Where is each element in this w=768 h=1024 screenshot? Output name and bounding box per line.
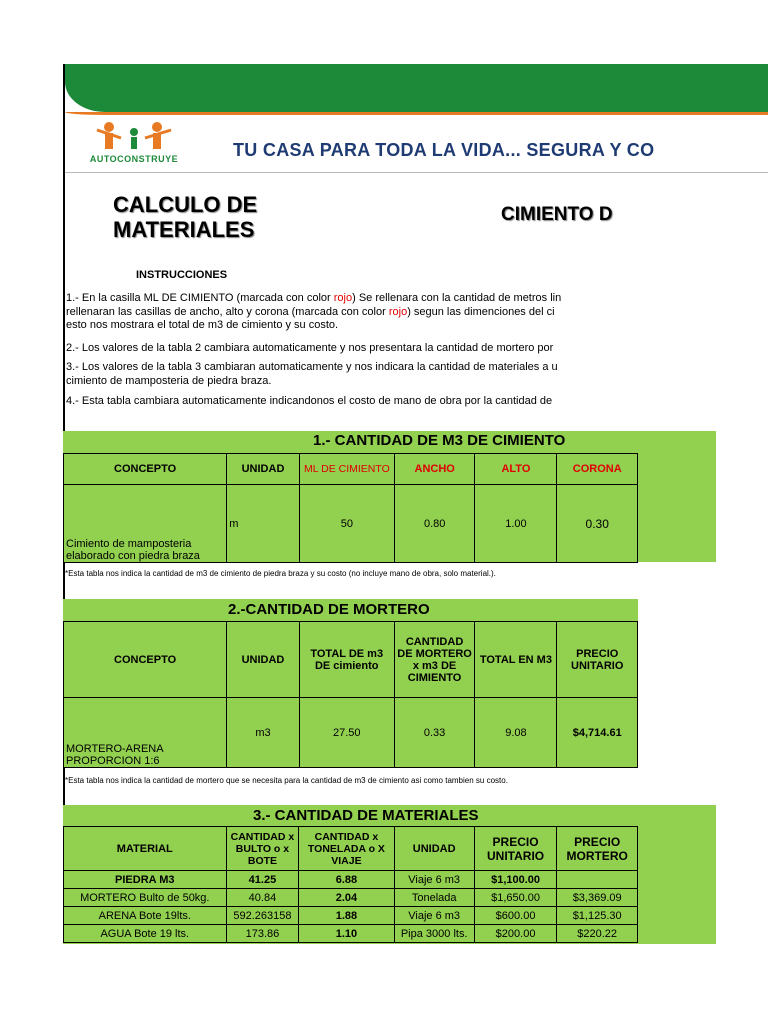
instruction-1-red-word: rojo bbox=[333, 292, 353, 304]
instruction-3 bbox=[66, 361, 558, 388]
table1-unidad-cell: m bbox=[227, 485, 300, 563]
table3-mortero-cell: $1,125.30 bbox=[557, 907, 638, 925]
table2-title: 2.-CANTIDAD DE MORTERO bbox=[228, 601, 430, 618]
autoconstruye-logo bbox=[79, 118, 189, 170]
table3-precio-cell: $1,100.00 bbox=[474, 871, 557, 889]
table3-precio-cell: $600.00 bbox=[474, 907, 557, 925]
table3 bbox=[63, 826, 638, 943]
instruction-3-text-b: cimiento de mamposteria de piedra braza. bbox=[66, 374, 272, 387]
table3-header-unidad: UNIDAD bbox=[394, 827, 474, 871]
table3-bulto-cell: 173.86 bbox=[226, 925, 299, 943]
table1-header-ancho: ANCHO bbox=[395, 454, 475, 485]
table1-header-alto: ALTO bbox=[475, 454, 557, 485]
table1-header-concepto: CONCEPTO bbox=[64, 454, 227, 485]
instruction-1 bbox=[66, 292, 561, 333]
instruction-1-text-b: ) Se rellenara con la cantidad de metros lin bbox=[352, 292, 562, 304]
table2-header-concepto: CONCEPTO bbox=[64, 622, 227, 698]
table-row bbox=[64, 871, 638, 889]
instruction-1-text-c: rellenaran las casillas de ancho, alto y corona (marcada con color bbox=[66, 305, 389, 318]
table3-title: 3.- CANTIDAD DE MATERIALES bbox=[253, 807, 479, 824]
table-row bbox=[64, 925, 638, 943]
table3-material-cell: AGUA Bote 19 lts. bbox=[64, 925, 227, 943]
table-row bbox=[64, 698, 638, 768]
table2-header-total-en-m3: TOTAL EN M3 bbox=[475, 622, 557, 698]
table2-total-m3-cell: 27.50 bbox=[299, 698, 394, 768]
table3-header-precio-mortero: PRECIO MORTERO bbox=[557, 827, 638, 871]
table1-title: 1.- CANTIDAD DE M3 DE CIMIENTO bbox=[313, 432, 566, 449]
table3-header-cantidad-tonelada: CANTIDAD x TONELADA o X VIAJE bbox=[299, 827, 394, 871]
instruction-1-text-e: esto nos mostrara el total de m3 de cimiento y su costo. bbox=[66, 319, 339, 331]
table3-header-material: MATERIAL bbox=[64, 827, 227, 871]
table2-header-total-m3: TOTAL DE m3 DE cimiento bbox=[299, 622, 394, 698]
table1-header-unidad: UNIDAD bbox=[227, 454, 300, 485]
table3-bulto-cell: 41.25 bbox=[226, 871, 299, 889]
table3-unidad-cell: Viaje 6 m3 bbox=[394, 907, 474, 925]
table3-tonelada-cell: 2.04 bbox=[299, 889, 394, 907]
table3-header-precio-unitario: PRECIO UNITARIO bbox=[474, 827, 557, 871]
table2-note: *Esta tabla nos indica la cantidad de mortero que se necesita para la cantidad de m3 de cimiento asi como tambien su costo. bbox=[65, 776, 508, 785]
ml-cimiento-input[interactable]: 50 bbox=[299, 485, 394, 563]
table2 bbox=[63, 621, 638, 768]
table3-mortero-cell bbox=[557, 871, 638, 889]
spreadsheet-page bbox=[63, 64, 768, 1024]
logo-text: AUTOCONSTRUYE bbox=[89, 154, 179, 164]
table3-header-row bbox=[64, 827, 638, 871]
table3-unidad-cell: Viaje 6 m3 bbox=[394, 871, 474, 889]
instruction-1-red-word-2: rojo bbox=[388, 305, 408, 318]
table3-precio-cell: $200.00 bbox=[474, 925, 557, 943]
corona-input[interactable]: 0.30 bbox=[557, 485, 638, 563]
table3-header-cantidad-bulto: CANTIDAD x BULTO o x BOTE bbox=[226, 827, 299, 871]
table3-mortero-cell: $220.22 bbox=[557, 925, 638, 943]
ancho-input[interactable]: 0.80 bbox=[395, 485, 475, 563]
header-banner bbox=[65, 64, 768, 174]
table3-tonelada-cell: 6.88 bbox=[299, 871, 394, 889]
table3-mortero-cell: $3,369.09 bbox=[557, 889, 638, 907]
table2-cantidad-cell: 0.33 bbox=[394, 698, 475, 768]
table3-unidad-cell: Tonelada bbox=[394, 889, 474, 907]
instruction-1-text-a: 1.- En la casilla ML DE CIMIENTO (marcada con color bbox=[66, 292, 334, 304]
instruction-3-text-a: 3.- Los valores de la tabla 3 cambiaran automaticamente y nos indicara la cantidad de materiales a u bbox=[66, 361, 558, 373]
table1 bbox=[63, 453, 638, 563]
table3-tonelada-cell: 1.10 bbox=[299, 925, 394, 943]
table-row bbox=[64, 907, 638, 925]
instruction-1-text-d: ) segun las dimenciones del ci bbox=[407, 305, 555, 318]
table2-header-unidad: UNIDAD bbox=[227, 622, 299, 698]
table3-precio-cell: $1,650.00 bbox=[474, 889, 557, 907]
table-row bbox=[64, 889, 638, 907]
table3-material-cell: PIEDRA M3 bbox=[64, 871, 227, 889]
table3-material-cell: ARENA Bote 19lts. bbox=[64, 907, 227, 925]
table1-header-ml: ML DE CIMIENTO bbox=[299, 454, 394, 485]
table2-unidad-cell: m3 bbox=[227, 698, 299, 768]
alto-input[interactable]: 1.00 bbox=[475, 485, 557, 563]
table1-concepto-cell: Cimiento de mamposteria elaborado con piedra braza bbox=[64, 485, 227, 563]
table3-unidad-cell: Pipa 3000 lts. bbox=[394, 925, 474, 943]
instructions-heading: INSTRUCCIONES bbox=[136, 269, 228, 281]
family-logo-icon bbox=[79, 118, 189, 156]
banner-divider bbox=[65, 172, 768, 173]
table3-material-cell: MORTERO Bulto de 50kg. bbox=[64, 889, 227, 907]
table2-header-cantidad-mortero: CANTIDAD DE MORTERO x m3 DE CIMIENTO bbox=[394, 622, 475, 698]
table1-note: *Esta tabla nos indica la cantidad de m3 de cimiento de piedra braza y su costo (no incluye mano de obra, solo material.). bbox=[65, 569, 496, 578]
table-row bbox=[64, 485, 638, 563]
page-title-line2: MATERIALES bbox=[113, 217, 255, 242]
table2-header-row bbox=[64, 622, 638, 698]
instruction-2: 2.- Los valores de la tabla 2 cambiara automaticamente y nos presentara la cantidad de mortero por bbox=[66, 342, 554, 354]
table1-header-row bbox=[64, 454, 638, 485]
instruction-4: 4.- Esta tabla cambiara automaticamente indicandonos el costo de mano de obra por la cantidad de bbox=[66, 395, 553, 407]
page-title-line1: CALCULO DE bbox=[113, 192, 258, 217]
section-title-cimiento: CIMIENTO D bbox=[501, 204, 613, 225]
table2-header-precio-unitario: PRECIO UNITARIO bbox=[557, 622, 638, 698]
table3-bulto-cell: 592.263158 bbox=[226, 907, 299, 925]
page-title bbox=[113, 192, 257, 242]
table2-concepto-cell: MORTERO-ARENA PROPORCION 1:6 bbox=[64, 698, 227, 768]
table1-header-corona: CORONA bbox=[557, 454, 638, 485]
slogan: TU CASA PARA TODA LA VIDA... SEGURA Y CO bbox=[233, 140, 655, 160]
banner-green-stripe bbox=[65, 64, 768, 112]
table2-precio-cell: $4,714.61 bbox=[557, 698, 638, 768]
table3-tonelada-cell: 1.88 bbox=[299, 907, 394, 925]
table2-total-en-m3-cell: 9.08 bbox=[475, 698, 557, 768]
table3-bulto-cell: 40.84 bbox=[226, 889, 299, 907]
